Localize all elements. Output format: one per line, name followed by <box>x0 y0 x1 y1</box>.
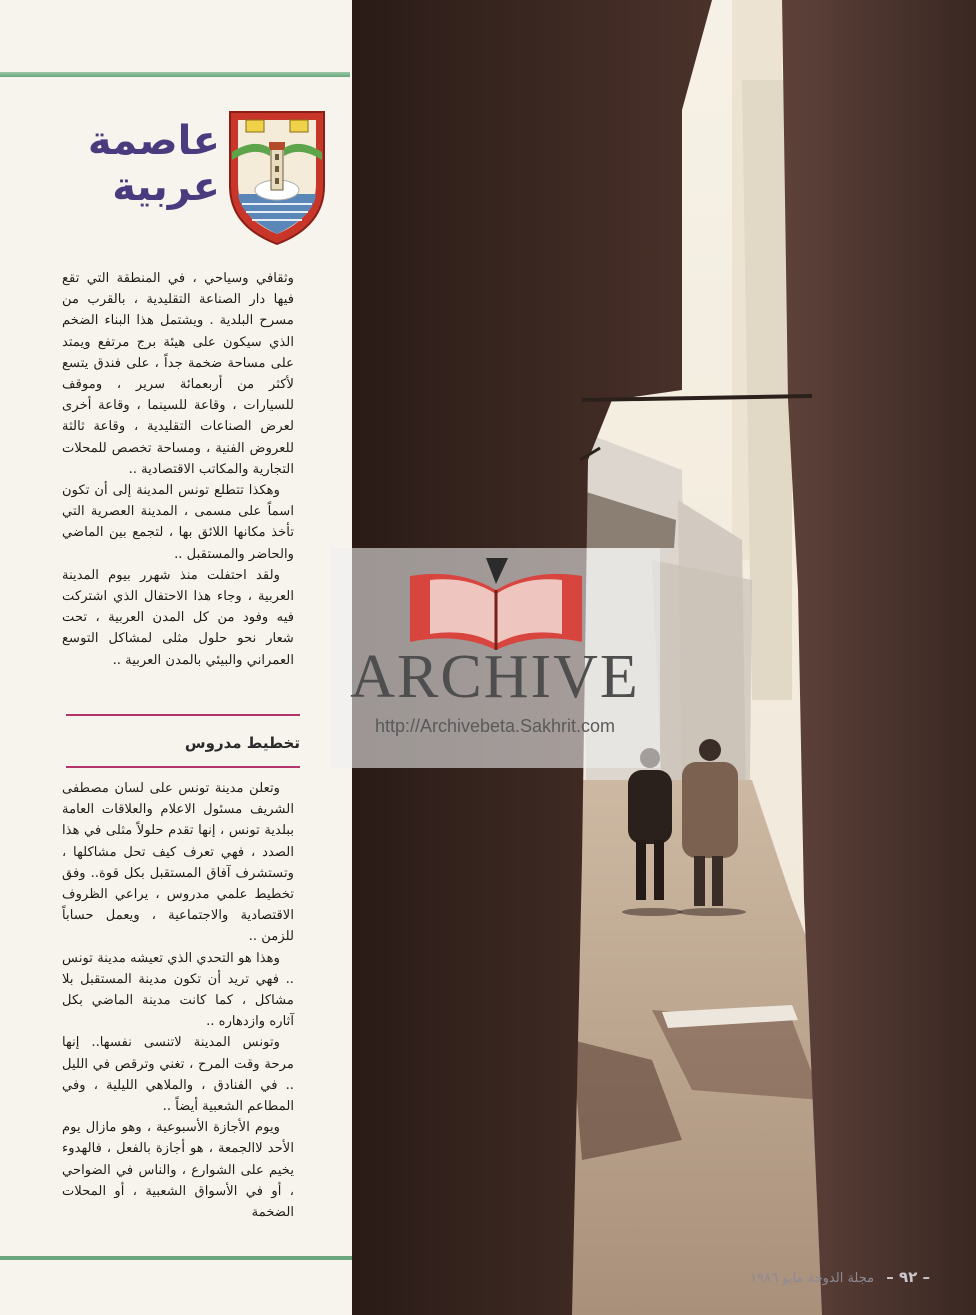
article-text-block-2 <box>62 778 294 1223</box>
book-logo-icon <box>398 554 594 650</box>
text-column <box>0 0 352 1315</box>
page-footer <box>640 1268 930 1286</box>
section-divider-bottom <box>66 766 300 768</box>
section-subheading: تخطيط مدروس <box>184 734 300 752</box>
section-heading <box>48 118 220 210</box>
article-text-block-1 <box>62 268 294 671</box>
section-divider-top <box>66 714 300 716</box>
archive-title: ARCHIVE <box>350 643 640 711</box>
heading-line-1: عاصمة <box>87 118 220 164</box>
paragraph: وثقافي وسياحي ، في المنطقة التي تقع فيها دار الصناعة التقليدية ، بالقرب من مسرح البلدية . ويشتمل هذا البناء الضخم الذي سيكون على هيئة برج مرتفع ويمتد على مساحة ضخمة جداً ، على فندق يتسع لأكثر من أربعمائة سرير ، وموقف للسيارات ، وقاعة للسينما ، وقاعة أخرى لعرض الصناعات التقليدية ، وقاعة ثالثة للعروض الفنية ، ومساحة تخصص للمحلات التجارية والمكاتب الاقتصادية .. <box>62 271 294 477</box>
paragraph: وهكذا تتطلع تونس المدينة إلى أن تكون اسماً على مسمى ، المدينة العصرية التي تأخذ مكانها اللائق بها ، لتجمع بين الماضي والحاضر والمستقبل .. <box>62 483 294 562</box>
city-emblem-icon <box>226 108 328 248</box>
paragraph: ويوم الأجازة الأسبوعية ، وهو مازال يوم الأحد لاالجمعة ، هو أجازة بالفعل ، فالهدوء يخيم على الشوارع ، والناس في الضواحي ، أو في الأسواق الشعبية ، أو المحلات الضخمة <box>62 1120 294 1221</box>
magazine-name: مجلة الدوحة مايو ١٩٨٦ <box>750 1271 875 1286</box>
bottom-green-rule <box>0 1256 355 1260</box>
archive-url: http://Archivebeta.Sakhrit.com <box>374 716 616 736</box>
paragraph: وهذا هو التحدي الذي تعيشه مدينة تونس .. فهي تريد أن تكون مدينة المستقبل بلا مشاكل ، كما كانت مدينة الماضي بكل آثاره وازدهاره .. <box>62 950 294 1030</box>
paragraph: ولقد احتفلت منذ شهرر بيوم المدينة العربية ، وجاء هذا الاحتفال الذي اشتركت فيه وفود من كل المدن العربية ، تحت شعار نحو حلول مثلى لمشاكل التوسع العمراني والبيئي بالمدن العربية .. <box>62 567 294 668</box>
page-number: – ٩٢ – <box>886 1268 930 1286</box>
heading-line-2: عربية <box>112 164 220 210</box>
paragraph: وتعلن مدينة تونس على لسان مصطفى الشريف مسئول الاعلام والعلاقات العامة ببلدية تونس ، إنها تقدم حلولاً مثلى في هذا الصدد ، فهي تعرف كيف تحل مشاكلها ، وتستشرف آفاق المستقبل بكل قوة.. وفق تخطيط علمي مدروس ، يراعي الظروف الاقتصادية والاجتماعية ، ويعمل حساباً للزمن .. <box>62 781 294 945</box>
archive-watermark <box>330 548 660 768</box>
top-green-rule <box>0 72 350 77</box>
paragraph: وتونس المدينة لاتنسى نفسها.. إنها مرحة وقت المرح ، تغني وترقص في الليل .. في الفنادق ، والملاهي الليلية ، وفي المطاعم الشعبية أيضاً .. <box>62 1035 294 1115</box>
